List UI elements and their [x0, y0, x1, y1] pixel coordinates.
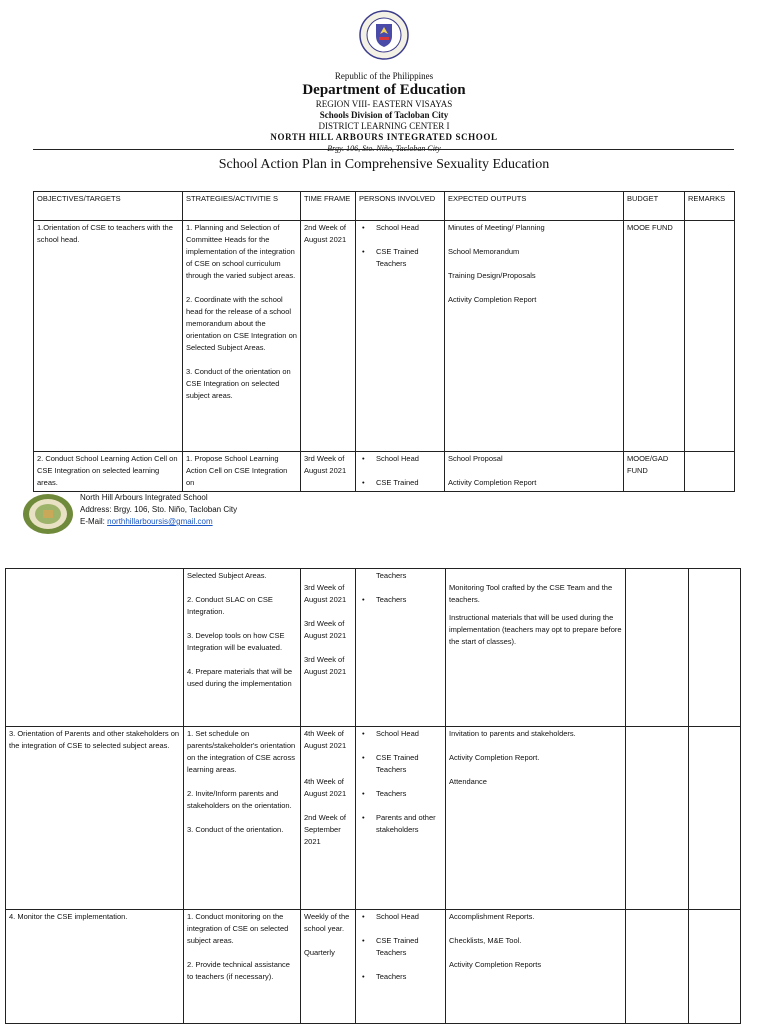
output-item: School Proposal: [448, 454, 503, 463]
strategy-item: 3. Conduct of the orientation on CSE Integration on selected subject areas.: [186, 367, 291, 400]
person-item: • Teachers: [359, 788, 442, 800]
person-item: • Parents and other stakeholders: [359, 812, 442, 836]
strategy-item: 2. Conduct SLAC on CSE Integration.: [187, 595, 273, 616]
table-row: [6, 910, 741, 1024]
district-line: DISTRICT LEARNING CENTER I: [318, 121, 450, 131]
remarks-cell: [689, 569, 741, 727]
school-logo-icon: [22, 493, 74, 535]
table-row: [34, 221, 735, 452]
output-item: Minutes of Meeting/ Planning: [448, 223, 545, 232]
action-plan-table-part2: [5, 568, 741, 1024]
outputs-cell: [445, 452, 624, 492]
page-footer: [22, 492, 422, 536]
page-title: School Action Plan in Comprehensive Sexuality Education: [218, 157, 550, 172]
objective-cell: 3. Orientation of Parents and other stakeholders on the integration of CSE to selected subject areas.: [6, 727, 184, 910]
persons-cell: [356, 569, 446, 727]
strategies-cell: [184, 727, 301, 910]
objective-cell: 1.Orientation of CSE to teachers with the school head.: [34, 221, 183, 452]
budget-cell: [626, 569, 689, 727]
strategy-item: 2. Invite/Inform parents and stakeholders on the orientation.: [187, 789, 292, 810]
output-item: Accomplishment Reports.: [449, 912, 535, 921]
time-frame-cell: [301, 910, 356, 1024]
time-frame-cell: 2nd Week of August 2021: [301, 221, 356, 452]
action-plan-table-part1: [33, 191, 735, 492]
output-item: Activity Completion Reports: [449, 960, 542, 969]
time-frame-cell: [301, 727, 356, 910]
outputs-cell: [446, 569, 626, 727]
strategy-item: 1. Set schedule on parents/stakeholder's orientation on the integration of CSE across learning areas.: [187, 729, 296, 774]
person-item: • School Head: [359, 728, 442, 740]
remarks-cell: [689, 727, 741, 910]
persons-cell: [356, 452, 445, 492]
table-row: [6, 727, 741, 910]
persons-cell: [356, 727, 446, 910]
output-item: Instructional materials that will be used during the implementation (teachers may opt to prepare before the start of classes).: [449, 613, 622, 646]
person-item: • CSE Trained Teachers: [359, 752, 442, 776]
output-item: Training Design/Proposals: [448, 271, 536, 280]
header-row: [34, 192, 735, 221]
region-line: REGION VIII- EASTERN VISAYAS: [315, 99, 453, 109]
col-expected-outputs: EXPECTED OUTPUTS: [445, 192, 624, 221]
time-item: 3rd Week of August 2021: [304, 655, 347, 676]
col-remarks: REMARKS: [685, 192, 735, 221]
republic-line: Republic of the Philippines: [334, 71, 434, 81]
persons-cell: [356, 910, 446, 1024]
footer-school-name: North Hill Arbours Integrated School: [80, 493, 208, 502]
budget-cell: [626, 910, 689, 1024]
col-time-frame: TIME FRAME: [301, 192, 356, 221]
strategies-cell: [184, 569, 301, 727]
person-item: • School Head: [359, 911, 442, 923]
header-divider: [33, 149, 734, 150]
remarks-cell: [685, 452, 735, 492]
department-name: Department of Education: [302, 82, 466, 98]
output-item: Monitoring Tool crafted by the CSE Team and the teachers.: [449, 583, 613, 604]
output-item: School Memorandum: [448, 247, 520, 256]
time-item: 3rd Week of August 2021: [304, 583, 347, 604]
time-item: 2nd Week of September 2021: [304, 813, 346, 846]
outputs-cell: [445, 221, 624, 452]
output-item: Attendance: [449, 777, 487, 786]
strategy-item: 1. Conduct monitoring on the integration of CSE on selected subject areas.: [187, 912, 289, 945]
time-item: 3rd Week of August 2021: [304, 619, 347, 640]
letterhead: [0, 10, 768, 154]
time-frame-cell: 3rd Week of August 2021: [301, 452, 356, 492]
person-item: • CSE Trained Teachers: [359, 246, 441, 270]
division-line: Schools Division of Tacloban City: [319, 110, 449, 120]
strategy-item: 4. Prepare materials that will be used during the implementation: [187, 667, 293, 688]
persons-cell: [356, 221, 445, 452]
budget-cell: MOOE/GAD FUND: [624, 452, 685, 492]
strategies-cell: 1. Propose School Learning Action Cell on CSE Integration on: [183, 452, 301, 492]
strategy-item: 1. Planning and Selection of Committee Heads for the implementation of the integration of CSE on school curriculum through the varied subject areas.: [186, 223, 296, 280]
time-frame-cell: [301, 569, 356, 727]
output-item: Activity Completion Report: [448, 295, 537, 304]
footer-email-link[interactable]: northhillarboursis@gmail.com: [107, 517, 213, 526]
footer-email-label: E-Mail:: [80, 517, 105, 526]
person-item: • CSE Trained Teachers: [359, 935, 442, 959]
strategy-item: Selected Subject Areas.: [187, 571, 267, 580]
table-row: [6, 569, 741, 727]
footer-email-line: [80, 516, 237, 528]
table-row: [34, 452, 735, 492]
output-item: Invitation to parents and stakeholders.: [449, 729, 576, 738]
strategy-item: 3. Develop tools on how CSE Integration will be evaluated.: [187, 631, 285, 652]
col-budget: BUDGET: [624, 192, 685, 221]
remarks-cell: [689, 910, 741, 1024]
strategies-cell: [183, 221, 301, 452]
outputs-cell: [446, 727, 626, 910]
footer-address: Address: Brgy. 106, Sto. Niño, Tacloban City: [80, 505, 238, 514]
objective-cell: 4. Monitor the CSE implementation.: [6, 910, 184, 1024]
school-address: Brgy. 106, Sto. Niño, Tacloban City: [327, 144, 441, 153]
output-item: Checklists, M&E Tool.: [449, 936, 522, 945]
person-item: • CSE Trained: [359, 477, 441, 489]
time-item: Quarterly: [304, 948, 335, 957]
objective-cell: [6, 569, 184, 727]
deped-seal-icon: [359, 10, 409, 60]
person-item: • Teachers: [359, 594, 442, 606]
strategy-item: 3. Conduct of the orientation.: [187, 825, 284, 834]
remarks-cell: [685, 221, 735, 452]
person-item: • School Head: [359, 453, 441, 465]
col-objectives: OBJECTIVES/TARGETS: [34, 192, 183, 221]
person-item: • Teachers: [359, 971, 442, 983]
output-item: Activity Completion Report: [448, 478, 537, 487]
strategies-cell: [184, 910, 301, 1024]
col-persons-involved: PERSONS INVOLVED: [356, 192, 445, 221]
time-item: 4th Week of August 2021: [304, 729, 347, 750]
budget-cell: MOOE FUND: [624, 221, 685, 452]
objective-cell: 2. Conduct School Learning Action Cell on CSE Integration on selected learning areas.: [34, 452, 183, 492]
time-item: 4th Week of August 2021: [304, 777, 347, 798]
strategy-item: 2. Coordinate with the school head for the release of a school memorandum about the orientation on CSE Integration on Selected Subject Areas.: [186, 295, 297, 352]
outputs-cell: [446, 910, 626, 1024]
person-item: • School Head: [359, 222, 441, 234]
output-item: Activity Completion Report.: [449, 753, 540, 762]
school-name: NORTH HILL ARBOURS INTEGRATED SCHOOL: [270, 132, 498, 142]
budget-cell: [626, 727, 689, 910]
col-strategies: STRATEGIES/ACTIVITIE S: [183, 192, 301, 221]
strategy-item: 2. Provide technical assistance to teachers (if necessary).: [187, 960, 290, 981]
time-item: Weekly of the school year.: [304, 912, 350, 933]
person-item: Teachers: [376, 571, 407, 580]
